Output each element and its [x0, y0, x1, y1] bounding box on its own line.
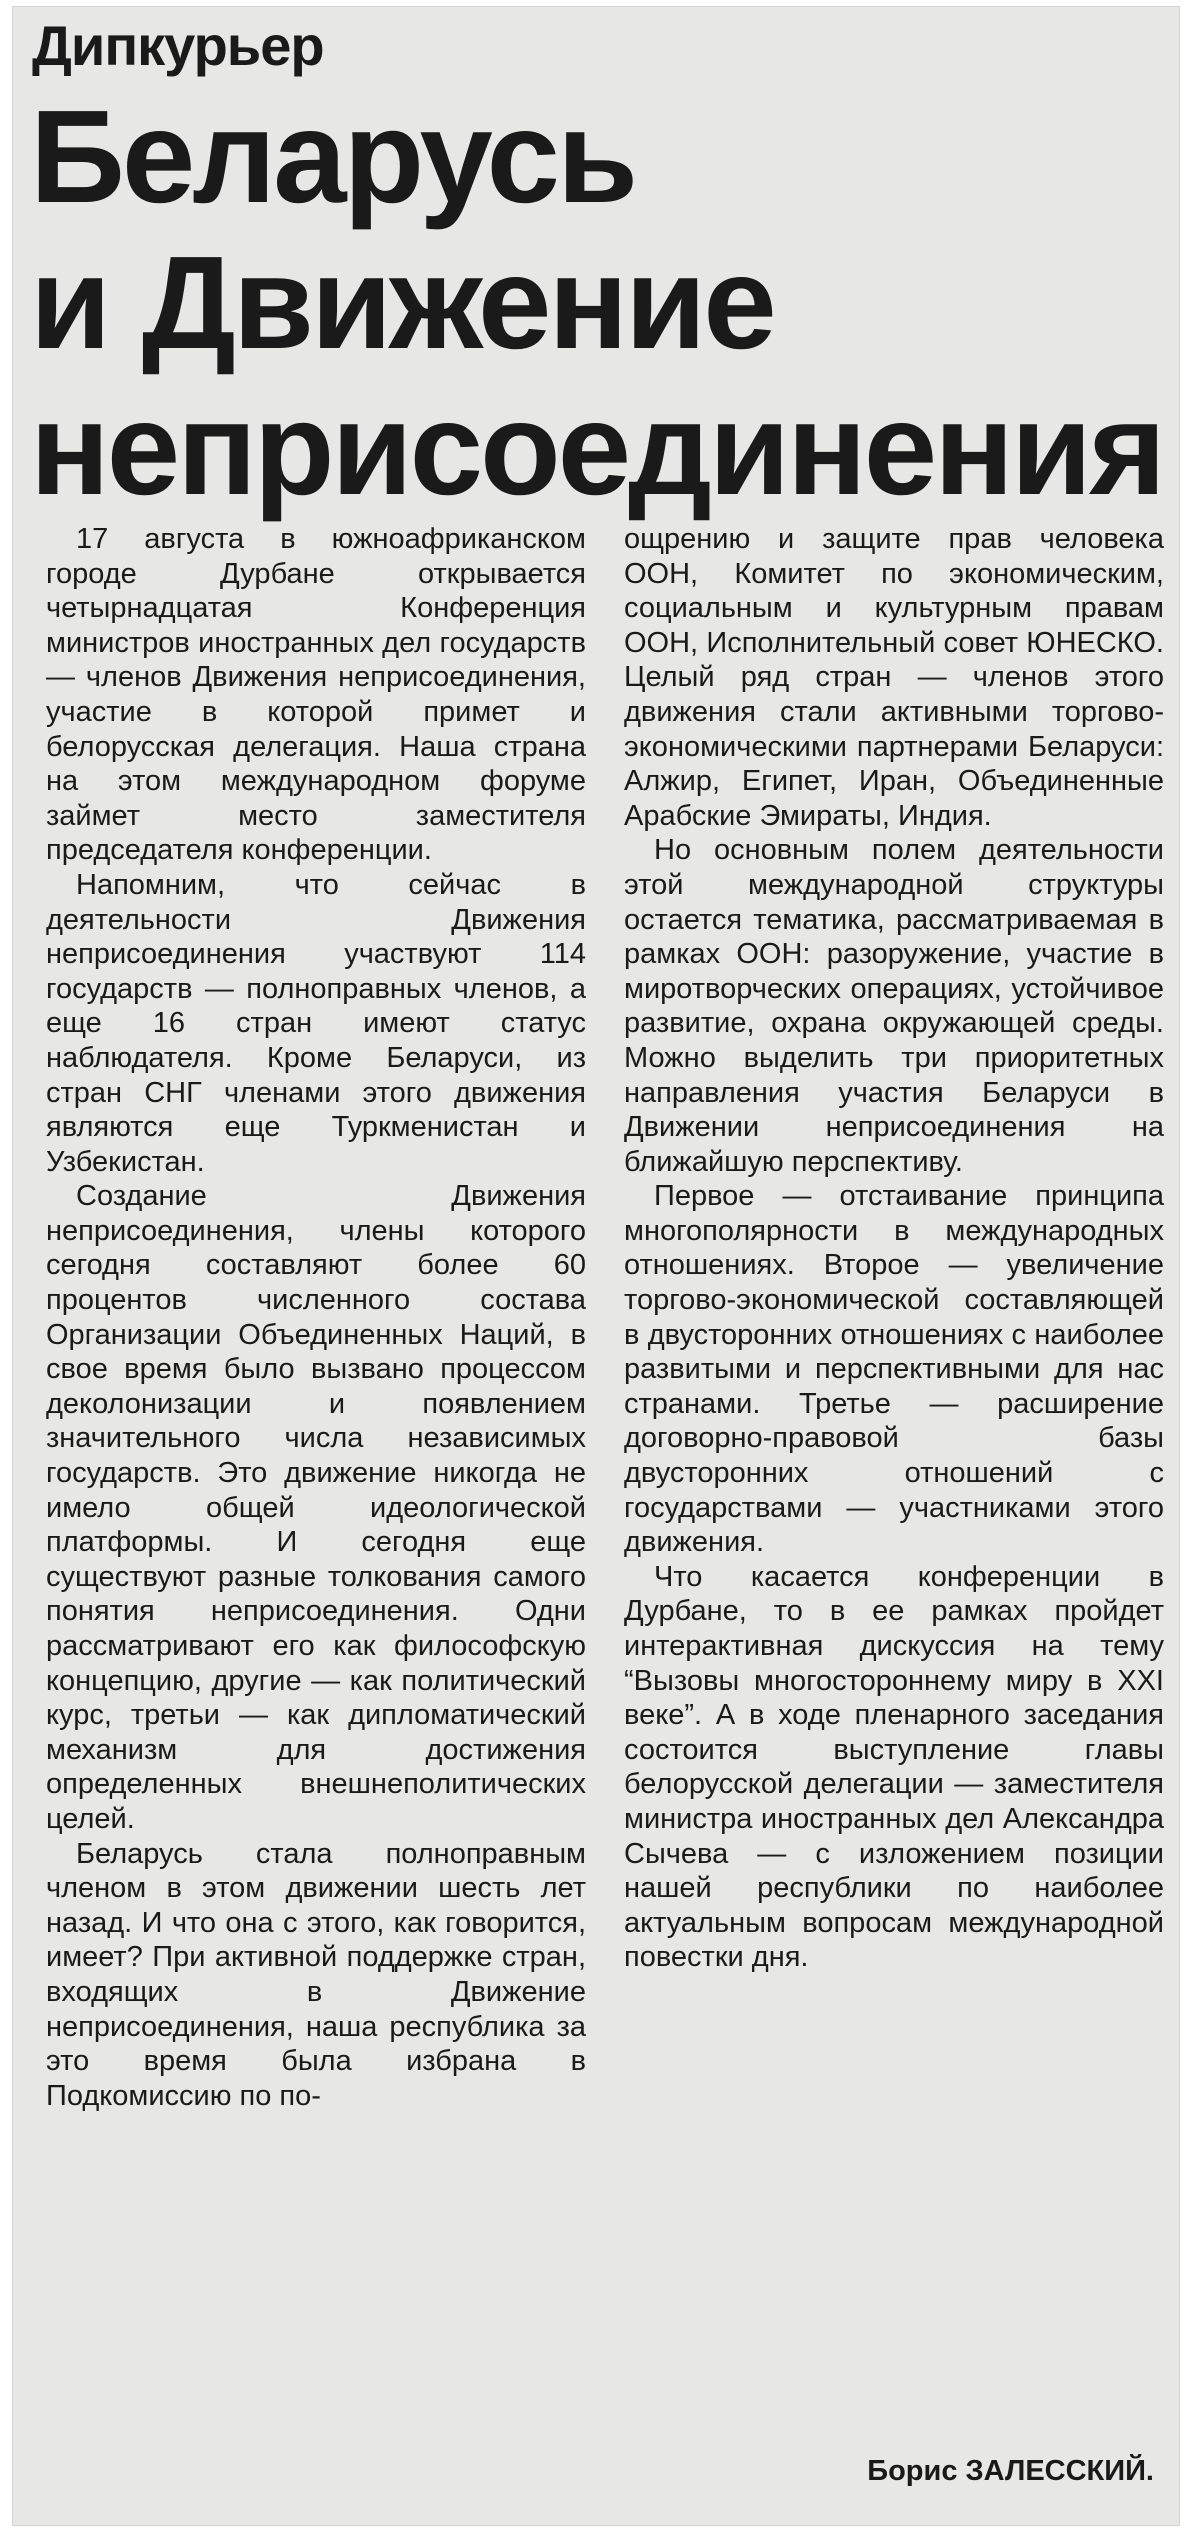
paragraph: Первое — отстаивание принципа многополярности в международных отношениях. Второе — увеличение торгово-экономической составляющей в двусторонних отношениях с наиболее развитыми и перспективными для нас странами. Третье — расширение договорно-правовой базы двусторонних отношений с государствами — участниками этого движения. [624, 1180, 1164, 1559]
paragraph: Создание Движения неприсоединения, члены которого сегодня составляют более 60 процентов численного состава Организации Объединенных Наций, в свое время было вызвано процессом деколонизации и появлением значительного числа независимых государств. Это движение никогда не имело общей идеологической платформы. И сегодня еще существуют разные толкования самого понятия неприсоединения. Одни рассматривают его как философскую концепцию, другие — как политический курс, третьи — как дипломатический механизм для достижения определенных внешнеполитических целей. [46, 1180, 586, 1835]
headline-line-1: Беларусь [30, 83, 636, 230]
article-body [46, 522, 1164, 2422]
paragraph: Но основным полем деятельности этой международной структуры остается тематика, рассматриваемая в рамках ООН: разоружение, участие в миротворческих операциях, устойчивое развитие, охрана окружающей среды. Можно выделить три приоритетных направления участия Беларуси в Движении неприсоединения на ближайшую перспективу. [624, 834, 1164, 1178]
right-column [624, 522, 1164, 2422]
paragraph: Беларусь стала полноправным членом в этом движении шесть лет назад. И что она с этого, как говорится, имеет? При активной поддержке стран, входящих в Движение неприсоединения, наша республика за это время была избрана в Подкомиссию по по- [46, 1837, 586, 2112]
headline-line-2: и Движение [30, 229, 774, 376]
section-rubric: Дипкурьер [32, 14, 324, 77]
headline-line-3: неприсоединения [30, 375, 1164, 522]
paragraph: Напомним, что сейчас в деятельности Движения неприсоединения участвуют 114 государств — полноправных членов, а еще 16 стран имеют статус наблюдателя. Кроме Беларуси, из стран СНГ членами этого движения являются еще Туркменистан и Узбекистан. [46, 868, 586, 1178]
paragraph-continued: ощрению и защите прав человека ООН, Комитет по экономическим, социальным и культурным правам ООН, Исполнительный совет ЮНЕСКО. Целый ряд стран — членов этого движения стали активными торгово-экономическими партнерами Беларуси: Алжир, Египет, Иран, Объединенные Арабские Эмираты, Индия. [624, 523, 1164, 832]
author-signature: Борис ЗАЛЕССКИЙ. [867, 2455, 1154, 2487]
left-column [46, 522, 586, 2422]
paragraph: 17 августа в южноафриканском городе Дурбане открывается четырнадцатая Конференция министров иностранных дел государств — членов Движения неприсоединения, участие в которой примет и белорусская делегация. Наша страна на этом международном форуме займет место заместителя председателя конференции. [46, 523, 586, 867]
newspaper-clipping [12, 6, 1180, 2526]
article-headline [30, 84, 1170, 522]
paragraph: Что касается конференции в Дурбане, то в ее рамках пройдет интерактивная дискуссия на тему “Вызовы многостороннему миру в XXI веке”. А в ходе пленарного заседания состоится выступление главы белорусской делегации — заместителя министра иностранных дел Александра Сычева — с изложением позиции нашей республики по наиболее актуальным вопросам международной повестки дня. [624, 1560, 1164, 1974]
